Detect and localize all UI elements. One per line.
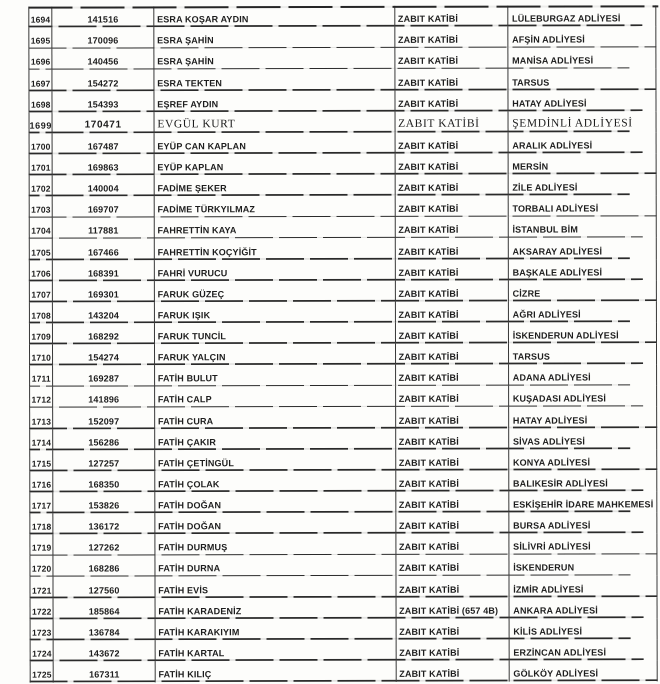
cell-sira-no: 1722 [30, 598, 54, 619]
cell-adliye: ERZİNCAN ADLİYESİ [509, 639, 657, 660]
cell-adliye: AFŞİN ADLİYESİ [508, 26, 656, 47]
table-row [29, 533, 657, 555]
cell-sira-no: 1694 [28, 7, 52, 28]
cell-sicil-no: 143204 [53, 302, 154, 323]
cell-sira-no: 1709 [29, 323, 53, 344]
cell-unvan: ZABIT KATİBİ [395, 111, 508, 132]
cell-ad-soyad: FATİH DURMUŞ [155, 534, 396, 556]
cell-sicil-no: 127262 [54, 535, 155, 556]
cell-sira-no: 1719 [29, 535, 53, 556]
cell-sira-no: 1710 [29, 345, 53, 366]
cell-ad-soyad: EYÜP CAN KAPLAN [154, 133, 395, 155]
table-row [28, 90, 656, 112]
cell-sicil-no: 168286 [54, 556, 155, 577]
cell-sira-no: 1723 [30, 619, 54, 640]
cell-unvan: ZABIT KATİBİ [396, 449, 509, 470]
cell-unvan: ZABIT KATİBİ [396, 470, 509, 491]
cell-adliye: BAŞKALE ADLİYESİ [509, 259, 657, 280]
cell-sira-no: 1724 [30, 640, 54, 661]
cell-sicil-no: 141896 [53, 387, 154, 408]
cell-adliye: KUŞADASI ADLİYESİ [509, 386, 657, 407]
cell-adliye: TARSUS [508, 69, 656, 90]
table-row [30, 639, 658, 661]
cell-sira-no: 1706 [29, 260, 53, 281]
cell-unvan: ZABIT KATİBİ [396, 344, 509, 365]
cell-unvan: ZABIT KATİBİ (657 4B) [396, 597, 509, 618]
cell-sira-no: 1704 [29, 218, 53, 239]
cell-sicil-no: 169707 [53, 197, 154, 218]
cell-ad-soyad: ESRA ŞAHİN [154, 27, 395, 49]
cell-sira-no: 1718 [29, 514, 53, 535]
cell-ad-soyad: EVGÜL KURT [154, 112, 395, 134]
table-row [29, 386, 657, 408]
table-row [28, 5, 656, 27]
cell-sira-no: 1701 [29, 154, 53, 175]
cell-sicil-no: 153826 [54, 492, 155, 513]
table-row [29, 195, 657, 217]
cell-sira-no: 1702 [29, 176, 53, 197]
cell-sira-no: 1698 [28, 91, 52, 112]
cell-sicil-no: 167466 [53, 239, 154, 260]
cell-unvan: ZABIT KATİBİ [396, 492, 509, 513]
cell-ad-soyad: FAHRİ VURUCU [155, 259, 396, 281]
cell-adliye: İSKENDERUN ADLİYESİ [509, 322, 657, 343]
table-row [29, 238, 657, 260]
table-row [29, 301, 657, 323]
cell-ad-soyad: FATİH CURA [155, 407, 396, 429]
cell-ad-soyad: FARUK GÜZEÇ [155, 281, 396, 303]
cell-sira-no: 1697 [28, 70, 52, 91]
cell-sicil-no: 127257 [54, 450, 155, 471]
cell-sicil-no: 117881 [53, 218, 154, 239]
cell-sicil-no: 136172 [54, 513, 155, 534]
cell-adliye: ESKİŞEHİR İDARE MAHKEMESİ [509, 491, 657, 512]
cell-ad-soyad: FATİH CALP [155, 386, 396, 408]
table-row [29, 470, 657, 492]
cell-sira-no: 1725 [30, 661, 54, 682]
cell-ad-soyad: ESRA KOŞAR AYDIN [154, 6, 395, 28]
cell-adliye: AĞRI ADLİYESİ [509, 301, 657, 322]
table-row [29, 407, 657, 429]
cell-adliye: ANKARA ADLİYESİ [509, 597, 657, 618]
cell-unvan: ZABIT KATİBİ [395, 69, 508, 90]
table-row [29, 174, 657, 196]
cell-ad-soyad: FAHRETTİN KOÇYİĞİT [155, 238, 396, 260]
cell-adliye: SİLİVRİ ADLİYESİ [509, 533, 657, 554]
table-row [29, 132, 657, 154]
cell-sira-no: 1699 [29, 112, 53, 133]
cell-sicil-no: 152097 [54, 408, 155, 429]
cell-ad-soyad: FATİH ÇOLAK [155, 471, 396, 493]
cell-sira-no: 1712 [29, 387, 53, 408]
cell-adliye: ŞEMDİNLİ ADLİYESİ [508, 111, 656, 132]
cell-sicil-no: 169301 [53, 281, 154, 302]
table-row [30, 597, 658, 619]
cell-unvan: ZABIT KATİBİ [396, 323, 509, 344]
cell-ad-soyad: FATİH DOĞAN [155, 513, 396, 535]
table-row [29, 576, 657, 598]
cell-ad-soyad: ESRA TEKTEN [154, 69, 395, 91]
cell-sicil-no: 168350 [54, 471, 155, 492]
cell-adliye: İSKENDERUN [509, 555, 657, 576]
table-row [29, 343, 657, 365]
table-row [30, 618, 658, 640]
cell-adliye: HATAY ADLİYESİ [508, 90, 656, 111]
table-row [28, 48, 656, 70]
cell-unvan: ZABIT KATİBİ [395, 6, 508, 27]
cell-unvan: ZABIT KATİBİ [395, 280, 508, 301]
table-row [29, 322, 657, 344]
cell-adliye: KONYA ADLİYESİ [509, 449, 657, 470]
cell-unvan: ZABIT KATİBİ [396, 301, 509, 322]
personnel-table [28, 5, 657, 682]
cell-unvan: ZABIT KATİBİ [395, 217, 508, 238]
cell-adliye: ZİLE ADLİYESİ [508, 174, 656, 195]
table-row [28, 26, 656, 48]
cell-ad-soyad: FADİME ŞEKER [154, 175, 395, 197]
cell-ad-soyad: FARUK IŞIK [155, 302, 396, 324]
cell-sicil-no: 169863 [53, 154, 154, 175]
cell-sicil-no: 140004 [53, 175, 154, 196]
table-row [29, 449, 657, 471]
cell-adliye: AKSARAY ADLİYESİ [509, 238, 657, 259]
cell-sira-no: 1721 [29, 577, 53, 598]
cell-ad-soyad: FATİH KARADENİZ [155, 597, 396, 619]
cell-sicil-no: 170471 [53, 112, 154, 133]
table-row [29, 217, 657, 239]
cell-ad-soyad: EYÜP KAPLAN [154, 154, 395, 176]
cell-sicil-no: 154393 [53, 91, 154, 112]
cell-adliye: LÜLEBURGAZ ADLİYESİ [508, 5, 656, 26]
table-row [29, 555, 657, 577]
table-row [29, 280, 657, 302]
cell-adliye: TORBALI ADLİYESİ [508, 195, 656, 216]
cell-ad-soyad: FAHRETTİN KAYA [155, 217, 396, 239]
cell-ad-soyad: FATİH DURNA [155, 555, 396, 577]
table-row [29, 491, 657, 513]
table-row [29, 111, 657, 133]
cell-sira-no: 1707 [29, 281, 53, 302]
cell-unvan: ZABIT KATİBİ [396, 513, 509, 534]
cell-sicil-no: 167311 [54, 661, 155, 682]
cell-ad-soyad: FATİH ÇETİNGÜL [155, 450, 396, 472]
cell-ad-soyad: FATİH KILIÇ [155, 661, 396, 683]
table-row [28, 69, 656, 91]
cell-ad-soyad: EŞREF AYDIN [154, 90, 395, 112]
cell-adliye: CİZRE [509, 280, 657, 301]
table-row [30, 660, 658, 682]
cell-adliye: MERSİN [508, 153, 656, 174]
cell-unvan: ZABIT KATİBİ [396, 407, 509, 428]
cell-sira-no: 1720 [29, 556, 53, 577]
table-row [29, 512, 657, 534]
cell-adliye: HATAY ADLİYESİ [509, 407, 657, 428]
cell-ad-soyad: FADİME TÜRKYILMAZ [154, 196, 395, 218]
cell-adliye: GÖLKÖY ADLİYESİ [509, 660, 657, 681]
cell-ad-soyad: FATİH KARTAL [155, 640, 396, 662]
cell-adliye: MANİSA ADLİYESİ [508, 48, 656, 69]
cell-adliye: KİLİS ADLİYESİ [509, 618, 657, 639]
cell-ad-soyad: FATİH ÇAKIR [155, 428, 396, 450]
cell-adliye: BALIKESİR ADLİYESİ [509, 470, 657, 491]
cell-ad-soyad: FATİH BULUT [155, 365, 396, 387]
table-row [29, 364, 657, 386]
cell-adliye: ADANA ADLİYESİ [509, 364, 657, 385]
cell-ad-soyad: FARUK YALÇIN [155, 344, 396, 366]
cell-adliye: BURSA ADLİYESİ [509, 512, 657, 533]
cell-sira-no: 1715 [29, 450, 53, 471]
cell-unvan: ZABIT KATİBİ [395, 27, 508, 48]
table-row [29, 428, 657, 450]
cell-sicil-no: 156286 [54, 429, 155, 450]
cell-unvan: ZABIT KATİBİ [395, 259, 508, 280]
cell-adliye: SİVAS ADLİYESİ [509, 428, 657, 449]
cell-sira-no: 1705 [29, 239, 53, 260]
cell-sira-no: 1713 [29, 408, 53, 429]
cell-unvan: ZABIT KATİBİ [395, 175, 508, 196]
cell-sira-no: 1717 [29, 492, 53, 513]
cell-adliye: İSTANBUL BİM [508, 217, 656, 238]
cell-sicil-no: 168391 [53, 260, 154, 281]
cell-unvan: ZABIT KATİBİ [395, 196, 508, 217]
cell-unvan: ZABIT KATİBİ [395, 238, 508, 259]
cell-unvan: ZABIT KATİBİ [395, 154, 508, 175]
cell-ad-soyad: FATİH EVİS [155, 576, 396, 598]
cell-unvan: ZABIT KATİBİ [396, 555, 509, 576]
cell-sicil-no: 167487 [53, 133, 154, 154]
cell-sicil-no: 169287 [53, 366, 154, 387]
cell-unvan: ZABIT KATİBİ [396, 386, 509, 407]
cell-sicil-no: 143672 [54, 640, 155, 661]
cell-unvan: ZABIT KATİBİ [396, 576, 509, 597]
cell-unvan: ZABIT KATİBİ [395, 132, 508, 153]
cell-sicil-no: 141516 [53, 6, 154, 27]
cell-sira-no: 1711 [29, 366, 53, 387]
cell-ad-soyad: FATİH DOĞAN [155, 492, 396, 514]
cell-sira-no: 1714 [29, 429, 53, 450]
cell-sira-no: 1716 [29, 471, 53, 492]
cell-sira-no: 1695 [28, 28, 52, 49]
cell-sira-no: 1700 [29, 133, 53, 154]
cell-unvan: ZABIT KATİBİ [396, 618, 509, 639]
cell-unvan: ZABIT KATİBİ [395, 48, 508, 69]
cell-sicil-no: 140456 [53, 49, 154, 70]
cell-sicil-no: 168292 [53, 323, 154, 344]
cell-adliye: İZMİR ADLİYESİ [509, 576, 657, 597]
cell-unvan: ZABIT KATİBİ [396, 428, 509, 449]
cell-unvan: ZABIT KATİBİ [396, 639, 509, 660]
cell-ad-soyad: FATİH KARAKIYIM [155, 619, 396, 641]
cell-sira-no: 1696 [28, 49, 52, 70]
cell-adliye: TARSUS [509, 343, 657, 364]
cell-unvan: ZABIT KATİBİ [396, 365, 509, 386]
cell-sicil-no: 154272 [53, 70, 154, 91]
cell-sicil-no: 170096 [53, 28, 154, 49]
table-row [29, 259, 657, 281]
cell-sicil-no: 136784 [54, 619, 155, 640]
cell-ad-soyad: ESRA ŞAHİN [154, 48, 395, 70]
cell-unvan: ZABIT KATİBİ [396, 534, 509, 555]
cell-sicil-no: 185864 [54, 598, 155, 619]
cell-sicil-no: 154274 [53, 344, 154, 365]
cell-sira-no: 1708 [29, 302, 53, 323]
table-row [29, 153, 657, 175]
cell-ad-soyad: FARUK TUNCİL [155, 323, 396, 345]
cell-unvan: ZABIT KATİBİ [396, 661, 509, 682]
cell-sira-no: 1703 [29, 197, 53, 218]
cell-sicil-no: 127560 [54, 577, 155, 598]
cell-unvan: ZABIT KATİBİ [395, 90, 508, 111]
cell-adliye: ARALIK ADLİYESİ [508, 132, 656, 153]
